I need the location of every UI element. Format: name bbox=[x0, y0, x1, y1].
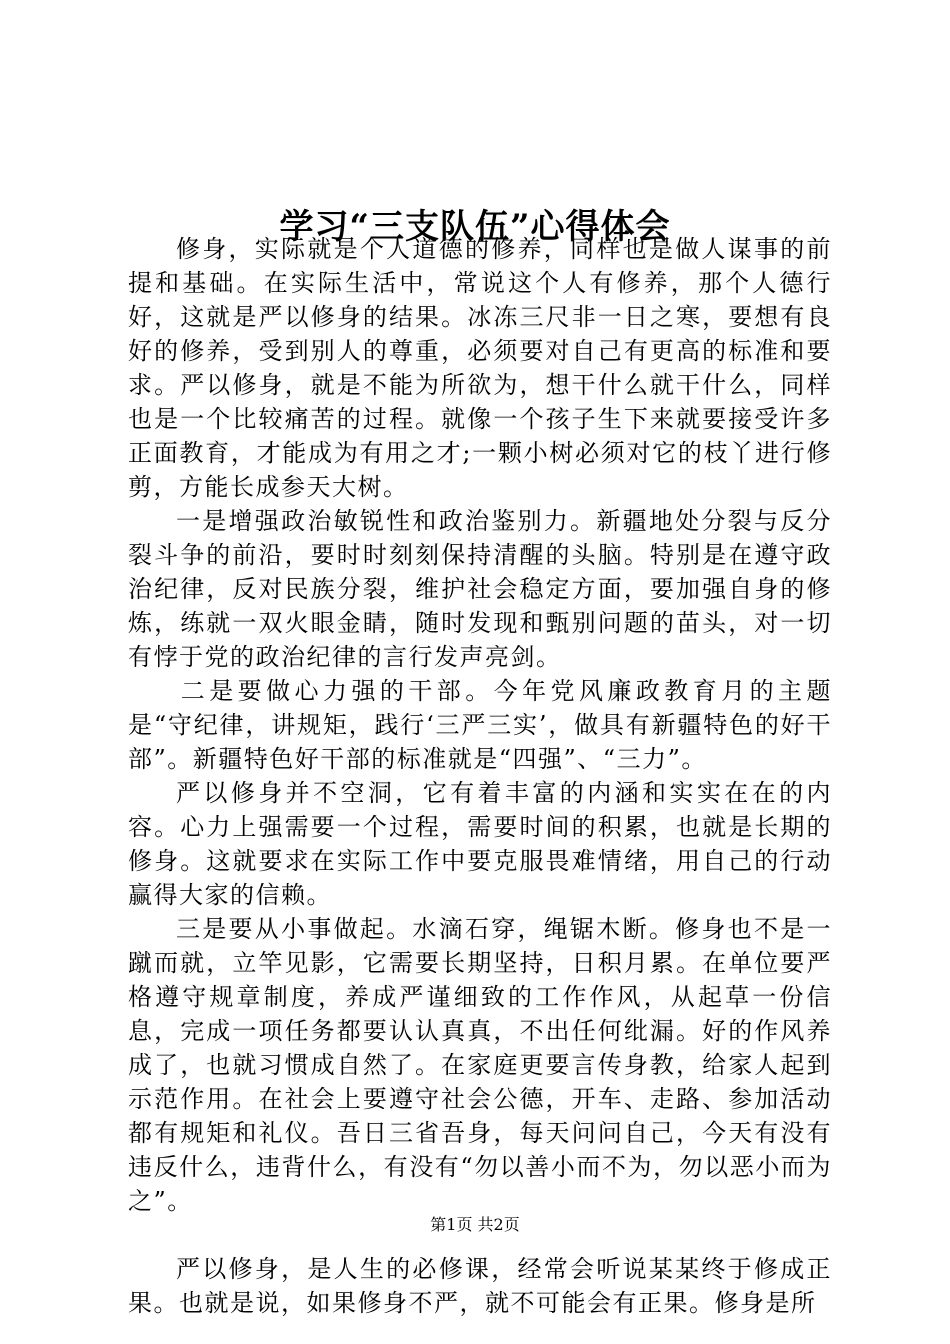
paragraph-point-three: 三是要从小事做起。水滴石穿，绳锯木断。修身也不是一蹴而就，立竿见影，它需要长期坚持，日积月累。在单位要严格遵守规章制度，养成严谨细致的工作作风，从起草一份信息，完成一项任务都要认认真真，不出任何纰漏。好的作风养成了，也就习惯成自然了。在家庭更要言传身教，给家人起到示范作用。在社会上要遵守社会公德，开车、走路、参加活动都有规矩和礼仪。吾日三省吾身，每天问问自己，今天有没有违反什么，违背什么，有没有“勿以善小而不为，勿以恶小而为之”。 bbox=[128, 915, 832, 1215]
document-title: 学习“三支队伍”心得体会 bbox=[279, 206, 671, 247]
paragraph-self-cultivation: 修身，实际就是个人道德的修养，同样也是做人谋事的前提和基础。在实际生活中，常说这个人有修养，那个人德行好，这就是严以修身的结果。冰冻三尺非一日之寒，要想有良好的修养，受到别人的尊重，必须要对自己有更高的标准和要求。严以修身，就是不能为所欲为，想干什么就干什么，同样也是一个比较痛苦的过程。就像一个孩子生下来就要接受许多正面教育，才能成为有用之才;一颗小树必须对它的枝丫进行修剪，方能长成参天大树。 bbox=[128, 235, 832, 501]
page-number-footer: 第1页 共2页 bbox=[430, 1215, 520, 1234]
paragraph-point-two: 二是要做心力强的干部。今年党风廉政教育月的主题是“守纪律，讲规矩，践行‘三严三实’，做具有新疆特色的好干部”。新疆特色好干部的标准就是“四强”、“三力”。 bbox=[128, 677, 832, 773]
paragraph-inner-strength: 严以修身并不空洞，它有着丰富的内涵和实实在在的内容。心力上强需要一个过程，需要时间的积累，也就是长期的修身。这就要求在实际工作中要克服畏难情绪，用自己的行动赢得大家的信赖。 bbox=[128, 779, 832, 909]
paragraph-conclusion: 严以修身，是人生的必修课，经常会听说某某终于修成正果。也就是说，如果修身不严，就不可能会有正果。修身是所 bbox=[128, 1255, 832, 1317]
document-body bbox=[128, 232, 832, 1320]
paragraph-point-one: 一是增强政治敏锐性和政治鉴别力。新疆地处分裂与反分裂斗争的前沿，要时时刻刻保持清醒的头脑。特别是在遵守政治纪律，反对民族分裂，维护社会稳定方面，要加强自身的修炼，练就一双火眼金睛，随时发现和甄别问题的苗头，对一切有悖于党的政治纪律的言行发声亮剑。 bbox=[128, 507, 832, 671]
